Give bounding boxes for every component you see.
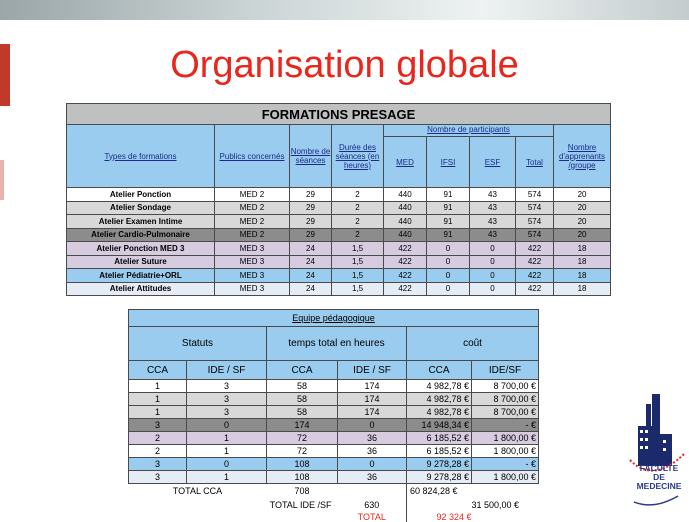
group-statuts: Statuts: [129, 327, 267, 361]
cell-statut-ide: 0: [187, 419, 267, 432]
logo-text: [636, 464, 682, 491]
row-publics: MED 2: [215, 215, 290, 229]
equipe-title: Equipe pédagogique: [129, 310, 539, 327]
logo-text-line2: DE MEDECINE: [636, 472, 682, 491]
cell-statut-ide: 3: [187, 380, 267, 393]
row-apprenants: 20: [554, 188, 611, 202]
cell-temps-cca: 58: [267, 406, 338, 419]
row-ifsi: 0: [427, 255, 470, 269]
slide-title: Organisation globale: [170, 44, 519, 86]
header-esf: ESF: [470, 137, 516, 188]
cell-statut-ide: 3: [187, 406, 267, 419]
row-seances: 24: [290, 242, 332, 256]
col-cout-cca: CCA: [407, 361, 472, 380]
row-ifsi: 91: [427, 201, 470, 215]
row-ifsi: 0: [427, 242, 470, 256]
cell-temps-cca: 108: [267, 471, 338, 484]
row-med: 422: [384, 242, 427, 256]
col-statut-cca: CCA: [129, 361, 187, 380]
table-row: [129, 393, 539, 406]
cell-temps-cca: 108: [267, 458, 338, 471]
cell-statut-cca: 1: [129, 380, 187, 393]
row-esf: 43: [470, 228, 516, 242]
row-name: Atelier Examen Intime: [67, 215, 215, 229]
row-publics: MED 3: [215, 269, 290, 283]
row-duree: 1,5: [332, 269, 384, 283]
row-ifsi: 91: [427, 215, 470, 229]
row-apprenants: 18: [554, 255, 611, 269]
logo-text-line1: FACULTE: [639, 463, 679, 473]
cell-statut-cca: 1: [129, 393, 187, 406]
total-ide-row: [129, 498, 539, 512]
row-ifsi: 0: [427, 282, 470, 296]
row-seances: 29: [290, 188, 332, 202]
row-name: Atelier Ponction: [67, 188, 215, 202]
row-apprenants: 20: [554, 228, 611, 242]
total-cca-cost: 60 824,28 €: [407, 484, 472, 499]
cell-cout-ide: 1 800,00 €: [472, 471, 539, 484]
row-med: 422: [384, 282, 427, 296]
row-duree: 1,5: [332, 255, 384, 269]
faculte-medecine-logo: [618, 384, 689, 517]
header-med: MED: [384, 137, 427, 188]
row-name: Atelier Sondage: [67, 201, 215, 215]
total-label: TOTAL: [338, 512, 407, 522]
row-apprenants: 18: [554, 282, 611, 296]
row-apprenants: 18: [554, 242, 611, 256]
table-row: [67, 228, 611, 242]
cell-temps-cca: 58: [267, 393, 338, 406]
cell-statut-cca: 3: [129, 419, 187, 432]
total-cost: 92 324 €: [407, 512, 472, 522]
cell-cout-cca: 4 982,78 €: [407, 380, 472, 393]
cell-temps-ide: 36: [338, 445, 407, 458]
total-cca-label: TOTAL CCA: [129, 484, 267, 499]
row-esf: 43: [470, 188, 516, 202]
total-ide-cost: 31 500,00 €: [472, 498, 539, 512]
cell-statut-cca: 1: [129, 406, 187, 419]
cell-cout-cca: 9 278,28 €: [407, 471, 472, 484]
table-row: [129, 406, 539, 419]
row-seances: 29: [290, 201, 332, 215]
cell-temps-cca: 174: [267, 419, 338, 432]
row-publics: MED 2: [215, 188, 290, 202]
cell-cout-cca: 6 185,52 €: [407, 432, 472, 445]
row-total: 574: [516, 201, 554, 215]
equipe-table: [128, 309, 539, 522]
cell-temps-ide: 174: [338, 406, 407, 419]
row-med: 440: [384, 201, 427, 215]
row-apprenants: 20: [554, 201, 611, 215]
row-esf: 43: [470, 215, 516, 229]
row-publics: MED 3: [215, 255, 290, 269]
cell-cout-cca: 4 982,78 €: [407, 393, 472, 406]
row-esf: 43: [470, 201, 516, 215]
cell-cout-ide: - €: [472, 458, 539, 471]
table-row: [67, 255, 611, 269]
row-publics: MED 2: [215, 228, 290, 242]
table-row: [129, 458, 539, 471]
row-duree: 2: [332, 228, 384, 242]
row-name: Atelier Pédiatrie+ORL: [67, 269, 215, 283]
table-row: [129, 471, 539, 484]
cell-temps-ide: 174: [338, 380, 407, 393]
row-apprenants: 20: [554, 215, 611, 229]
row-seances: 24: [290, 282, 332, 296]
header-ifsi: IFSI: [427, 137, 470, 188]
cell-cout-ide: 8 700,00 €: [472, 406, 539, 419]
header-participants: Nombre de participants: [384, 125, 554, 137]
formations-table: [66, 103, 611, 296]
table-row: [67, 282, 611, 296]
cell-temps-ide: 36: [338, 471, 407, 484]
group-cout: coût: [407, 327, 539, 361]
total-ide-hours: 630: [338, 498, 407, 512]
cell-temps-ide: 0: [338, 458, 407, 471]
cell-temps-cca: 72: [267, 432, 338, 445]
row-name: Atelier Ponction MED 3: [67, 242, 215, 256]
cell-cout-ide: 8 700,00 €: [472, 380, 539, 393]
row-ifsi: 91: [427, 228, 470, 242]
table-row: [129, 445, 539, 458]
cell-cout-ide: 1 800,00 €: [472, 432, 539, 445]
cell-temps-cca: 58: [267, 380, 338, 393]
row-duree: 2: [332, 201, 384, 215]
table-row: [67, 188, 611, 202]
row-duree: 2: [332, 215, 384, 229]
cell-statut-cca: 2: [129, 445, 187, 458]
row-esf: 0: [470, 242, 516, 256]
total-row: [129, 512, 539, 522]
row-total: 574: [516, 215, 554, 229]
cell-cout-cca: 6 185,52 €: [407, 445, 472, 458]
row-total: 574: [516, 228, 554, 242]
row-total: 422: [516, 282, 554, 296]
row-med: 440: [384, 215, 427, 229]
row-esf: 0: [470, 269, 516, 283]
cell-statut-cca: 3: [129, 471, 187, 484]
total-cca-row: [129, 484, 539, 499]
row-duree: 2: [332, 188, 384, 202]
header-apprenants: Nombre d'apprenants /groupe: [554, 125, 611, 188]
row-seances: 24: [290, 269, 332, 283]
header-duree: Durée des séances (en heures): [332, 125, 384, 188]
row-name: Atelier Cardio-Pulmonaire: [67, 228, 215, 242]
cell-temps-ide: 174: [338, 393, 407, 406]
row-duree: 1,5: [332, 282, 384, 296]
row-total: 422: [516, 269, 554, 283]
row-med: 440: [384, 228, 427, 242]
row-name: Atelier Attitudes: [67, 282, 215, 296]
cell-statut-ide: 1: [187, 445, 267, 458]
row-med: 422: [384, 255, 427, 269]
table-row: [67, 269, 611, 283]
total-ide-label: TOTAL IDE /SF: [187, 498, 338, 512]
table-row: [129, 380, 539, 393]
group-temps: temps total en heures: [267, 327, 407, 361]
cell-cout-ide: 8 700,00 €: [472, 393, 539, 406]
cell-temps-ide: 36: [338, 432, 407, 445]
row-publics: MED 3: [215, 282, 290, 296]
cell-statut-ide: 3: [187, 393, 267, 406]
header-publics: Publics concernés: [215, 125, 290, 188]
row-duree: 1,5: [332, 242, 384, 256]
table-row: [67, 201, 611, 215]
row-ifsi: 0: [427, 269, 470, 283]
row-total: 422: [516, 242, 554, 256]
row-esf: 0: [470, 282, 516, 296]
cell-cout-ide: 1 800,00 €: [472, 445, 539, 458]
row-esf: 0: [470, 255, 516, 269]
cell-cout-cca: 4 982,78 €: [407, 406, 472, 419]
row-name: Atelier Suture: [67, 255, 215, 269]
header-type: Types de formations: [67, 125, 215, 188]
cell-cout-cca: 9 278,28 €: [407, 458, 472, 471]
col-statut-ide: IDE / SF: [187, 361, 267, 380]
cell-temps-cca: 72: [267, 445, 338, 458]
cell-cout-cca: 14 948,34 €: [407, 419, 472, 432]
table-row: [67, 215, 611, 229]
table-row: [129, 432, 539, 445]
col-temps-ide: IDE / SF: [338, 361, 407, 380]
row-seances: 29: [290, 228, 332, 242]
cell-cout-ide: - €: [472, 419, 539, 432]
row-med: 440: [384, 188, 427, 202]
cell-statut-ide: 0: [187, 458, 267, 471]
header-total: Total: [516, 137, 554, 188]
cell-statut-ide: 1: [187, 471, 267, 484]
row-total: 574: [516, 188, 554, 202]
row-total: 422: [516, 255, 554, 269]
cell-statut-ide: 1: [187, 432, 267, 445]
row-med: 422: [384, 269, 427, 283]
col-cout-ide: IDE/SF: [472, 361, 539, 380]
left-accent-mark-2: [0, 160, 4, 200]
col-temps-cca: CCA: [267, 361, 338, 380]
top-banner: [0, 0, 689, 20]
row-publics: MED 3: [215, 242, 290, 256]
table-caption: FORMATIONS PRESAGE: [67, 104, 611, 125]
cell-statut-cca: 2: [129, 432, 187, 445]
row-seances: 29: [290, 215, 332, 229]
cell-temps-ide: 0: [338, 419, 407, 432]
header-seances: Nombre de séances: [290, 125, 332, 188]
table-row: [67, 242, 611, 256]
row-ifsi: 91: [427, 188, 470, 202]
row-publics: MED 2: [215, 201, 290, 215]
total-cca-hours: 708: [267, 484, 338, 499]
row-seances: 24: [290, 255, 332, 269]
row-apprenants: 18: [554, 269, 611, 283]
cell-statut-cca: 3: [129, 458, 187, 471]
table-row: [129, 419, 539, 432]
